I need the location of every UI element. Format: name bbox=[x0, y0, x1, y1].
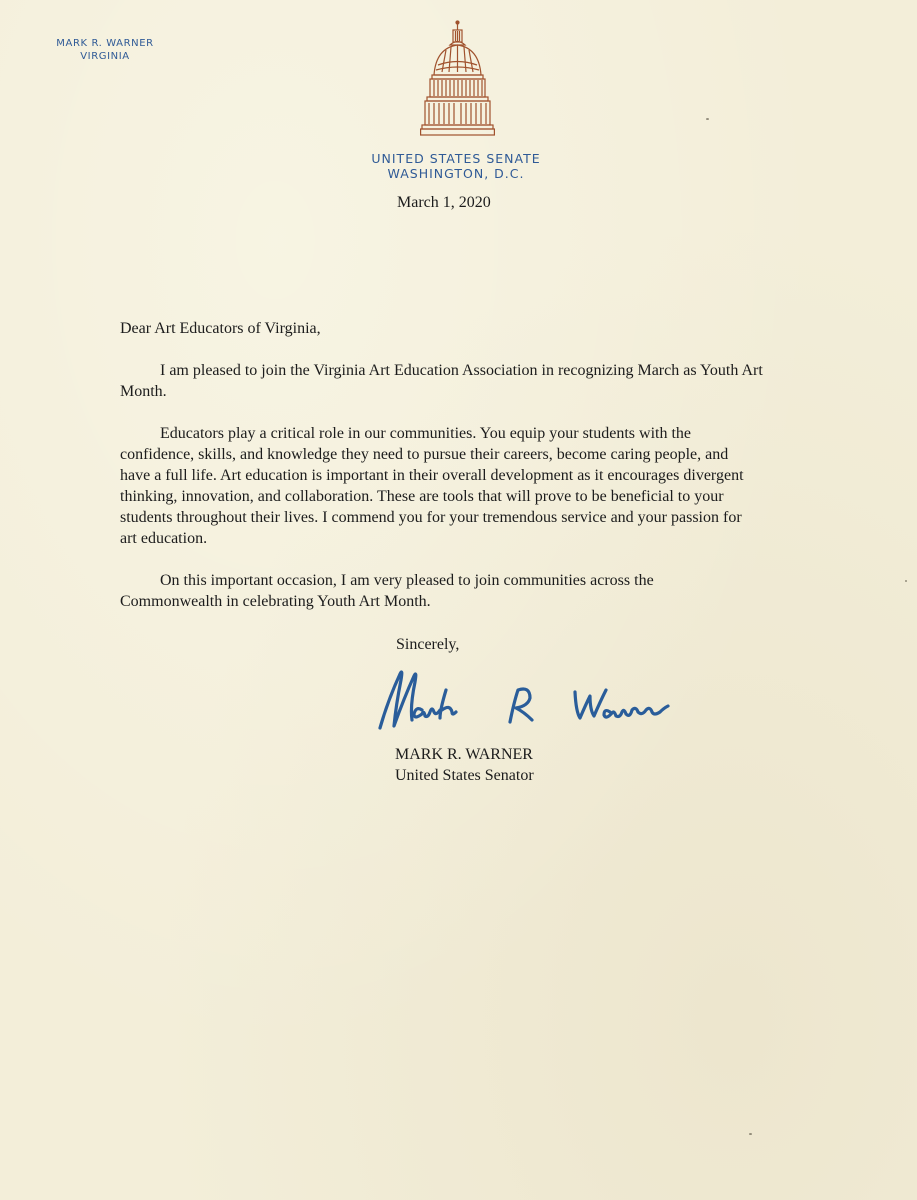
salutation: Dear Art Educators of Virginia, bbox=[120, 320, 321, 337]
paragraph: I am pleased to join the Virginia Art Education Association in recognizing March as Youth Art Month. bbox=[120, 362, 763, 400]
sender-name: MARK R. WARNER bbox=[56, 38, 154, 49]
signer-title: United States Senator bbox=[395, 767, 534, 784]
paper-speck bbox=[706, 118, 709, 120]
letter-body bbox=[120, 318, 800, 633]
paragraph: On this important occasion, I am very pleased to join communities across the Commonwealth in celebrating Youth Art Month. bbox=[120, 572, 654, 610]
institution-name: UNITED STATES SENATE bbox=[371, 151, 541, 166]
institution-location: WASHINGTON, D.C. bbox=[387, 166, 525, 181]
letterhead-institution bbox=[300, 151, 612, 181]
closing: Sincerely, bbox=[396, 636, 460, 653]
signer-name: MARK R. WARNER bbox=[395, 746, 533, 763]
letterhead-sender bbox=[45, 37, 165, 63]
paragraph: Educators play a critical role in our communities. You equip your students with the confidence, skills, and knowledge they need to pursue their careers, become caring people, and have a full life. Art education is important in their overall development as it encourages divergent thinking, innovation, and collaboration. These are tools that will prove to be beneficial to your students throughout their lives. I commend you for your tremendous service and your passion for art education. bbox=[120, 425, 744, 547]
paper-speck bbox=[749, 1133, 752, 1135]
paper-speck bbox=[905, 580, 907, 582]
sender-state: VIRGINIA bbox=[80, 51, 130, 62]
capitol-dome-icon bbox=[420, 20, 495, 138]
letter-date: March 1, 2020 bbox=[397, 194, 491, 211]
signer-block bbox=[395, 744, 534, 786]
handwritten-signature bbox=[370, 660, 700, 740]
